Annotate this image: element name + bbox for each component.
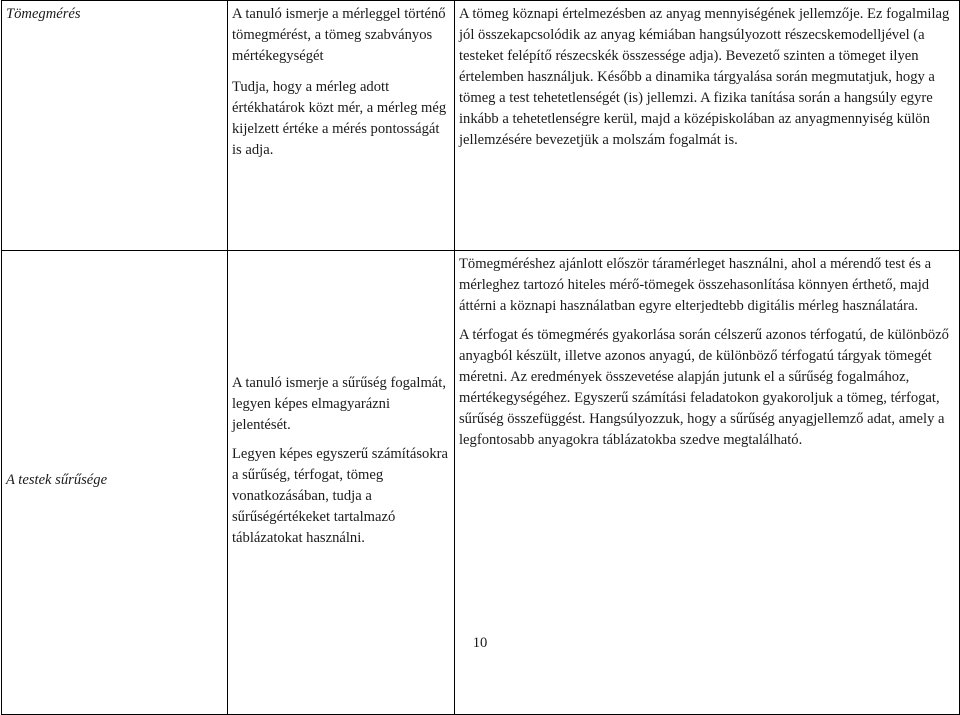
requirement-text: Tudja, hogy a mérleg adott értékhatárok közt mér, a mérleg még kijelzett értéke a mérés pontosságát is adja. xyxy=(232,79,447,158)
notes-cell xyxy=(455,1,960,251)
curriculum-table xyxy=(1,0,960,715)
note-text: A térfogat és tömegmérés gyakorlása során célszerű azonos térfogatú, de különböző anyagból készült, illetve azonos anyagú, de különböző térfogatú tárgyak tömegét méretni. Az eredmények összevetése alapján jutunk el a sűrűség fogalmához, mértékegységéhez. Egyszerű számítási feladatokon gyakoroljuk a tömeg, térfogat, sűrűség összefüggést. Hangsúlyozzuk, hogy a sűrűség anyagjellemző adat, amely a legfontosabb anyagokra táblázatokba szedve megtalálható. xyxy=(459,327,949,448)
topic-cell xyxy=(2,1,228,251)
requirement-text: Legyen képes egyszerű számításokra a sűrűség, térfogat, tömeg vonatkozásában, tudja a sűrűségértékeket tartalmazó táblázatokat használni. xyxy=(232,446,448,546)
note-text: A tömeg köznapi értelmezésben az anyag mennyiségének jellemzője. Ez fogalmilag jól összekapcsolódik az anyag kémiában hangsúlyozott részecskemodelljével (a testeket felépítő részecskék összessége adja). Bevezető szinten a tömeget ilyen értelemben használjuk. Később a dinamika tárgyalása során megmutatjuk, hogy a tömeg a test tehetetlenségét (is) jellemzi. A fizika tanítása során a hangsúly egyre inkább a tehetetlenségre kerül, majd a középiskolában az anyagmennyiség külön jellemzésére bevezetjük a molszám fogalmát is. xyxy=(459,6,950,148)
requirement-text: A tanuló ismerje a mérleggel történő tömegmérést, a tömeg szabványos mértékegységét xyxy=(232,6,446,64)
topic-title: A testek sűrűsége xyxy=(6,472,108,488)
page-number: 10 xyxy=(472,635,488,651)
requirement-text: A tanuló ismerje a sűrűség fogalmát, legyen képes elmagyarázni jelentését. xyxy=(232,375,446,433)
table-row xyxy=(2,1,960,251)
note-text: Tömegméréshez ajánlott először táramérleget használni, ahol a mérendő test és a mérleghez tartozó hiteles mérő-tömegek összehasonlítása könnyen érthető, majd áttérni a köznapi használatban egyre elterjedtebb digitális mérleg használatára. xyxy=(459,256,932,314)
topic-title: Tömegmérés xyxy=(6,6,81,22)
requirements-cell xyxy=(228,1,455,251)
